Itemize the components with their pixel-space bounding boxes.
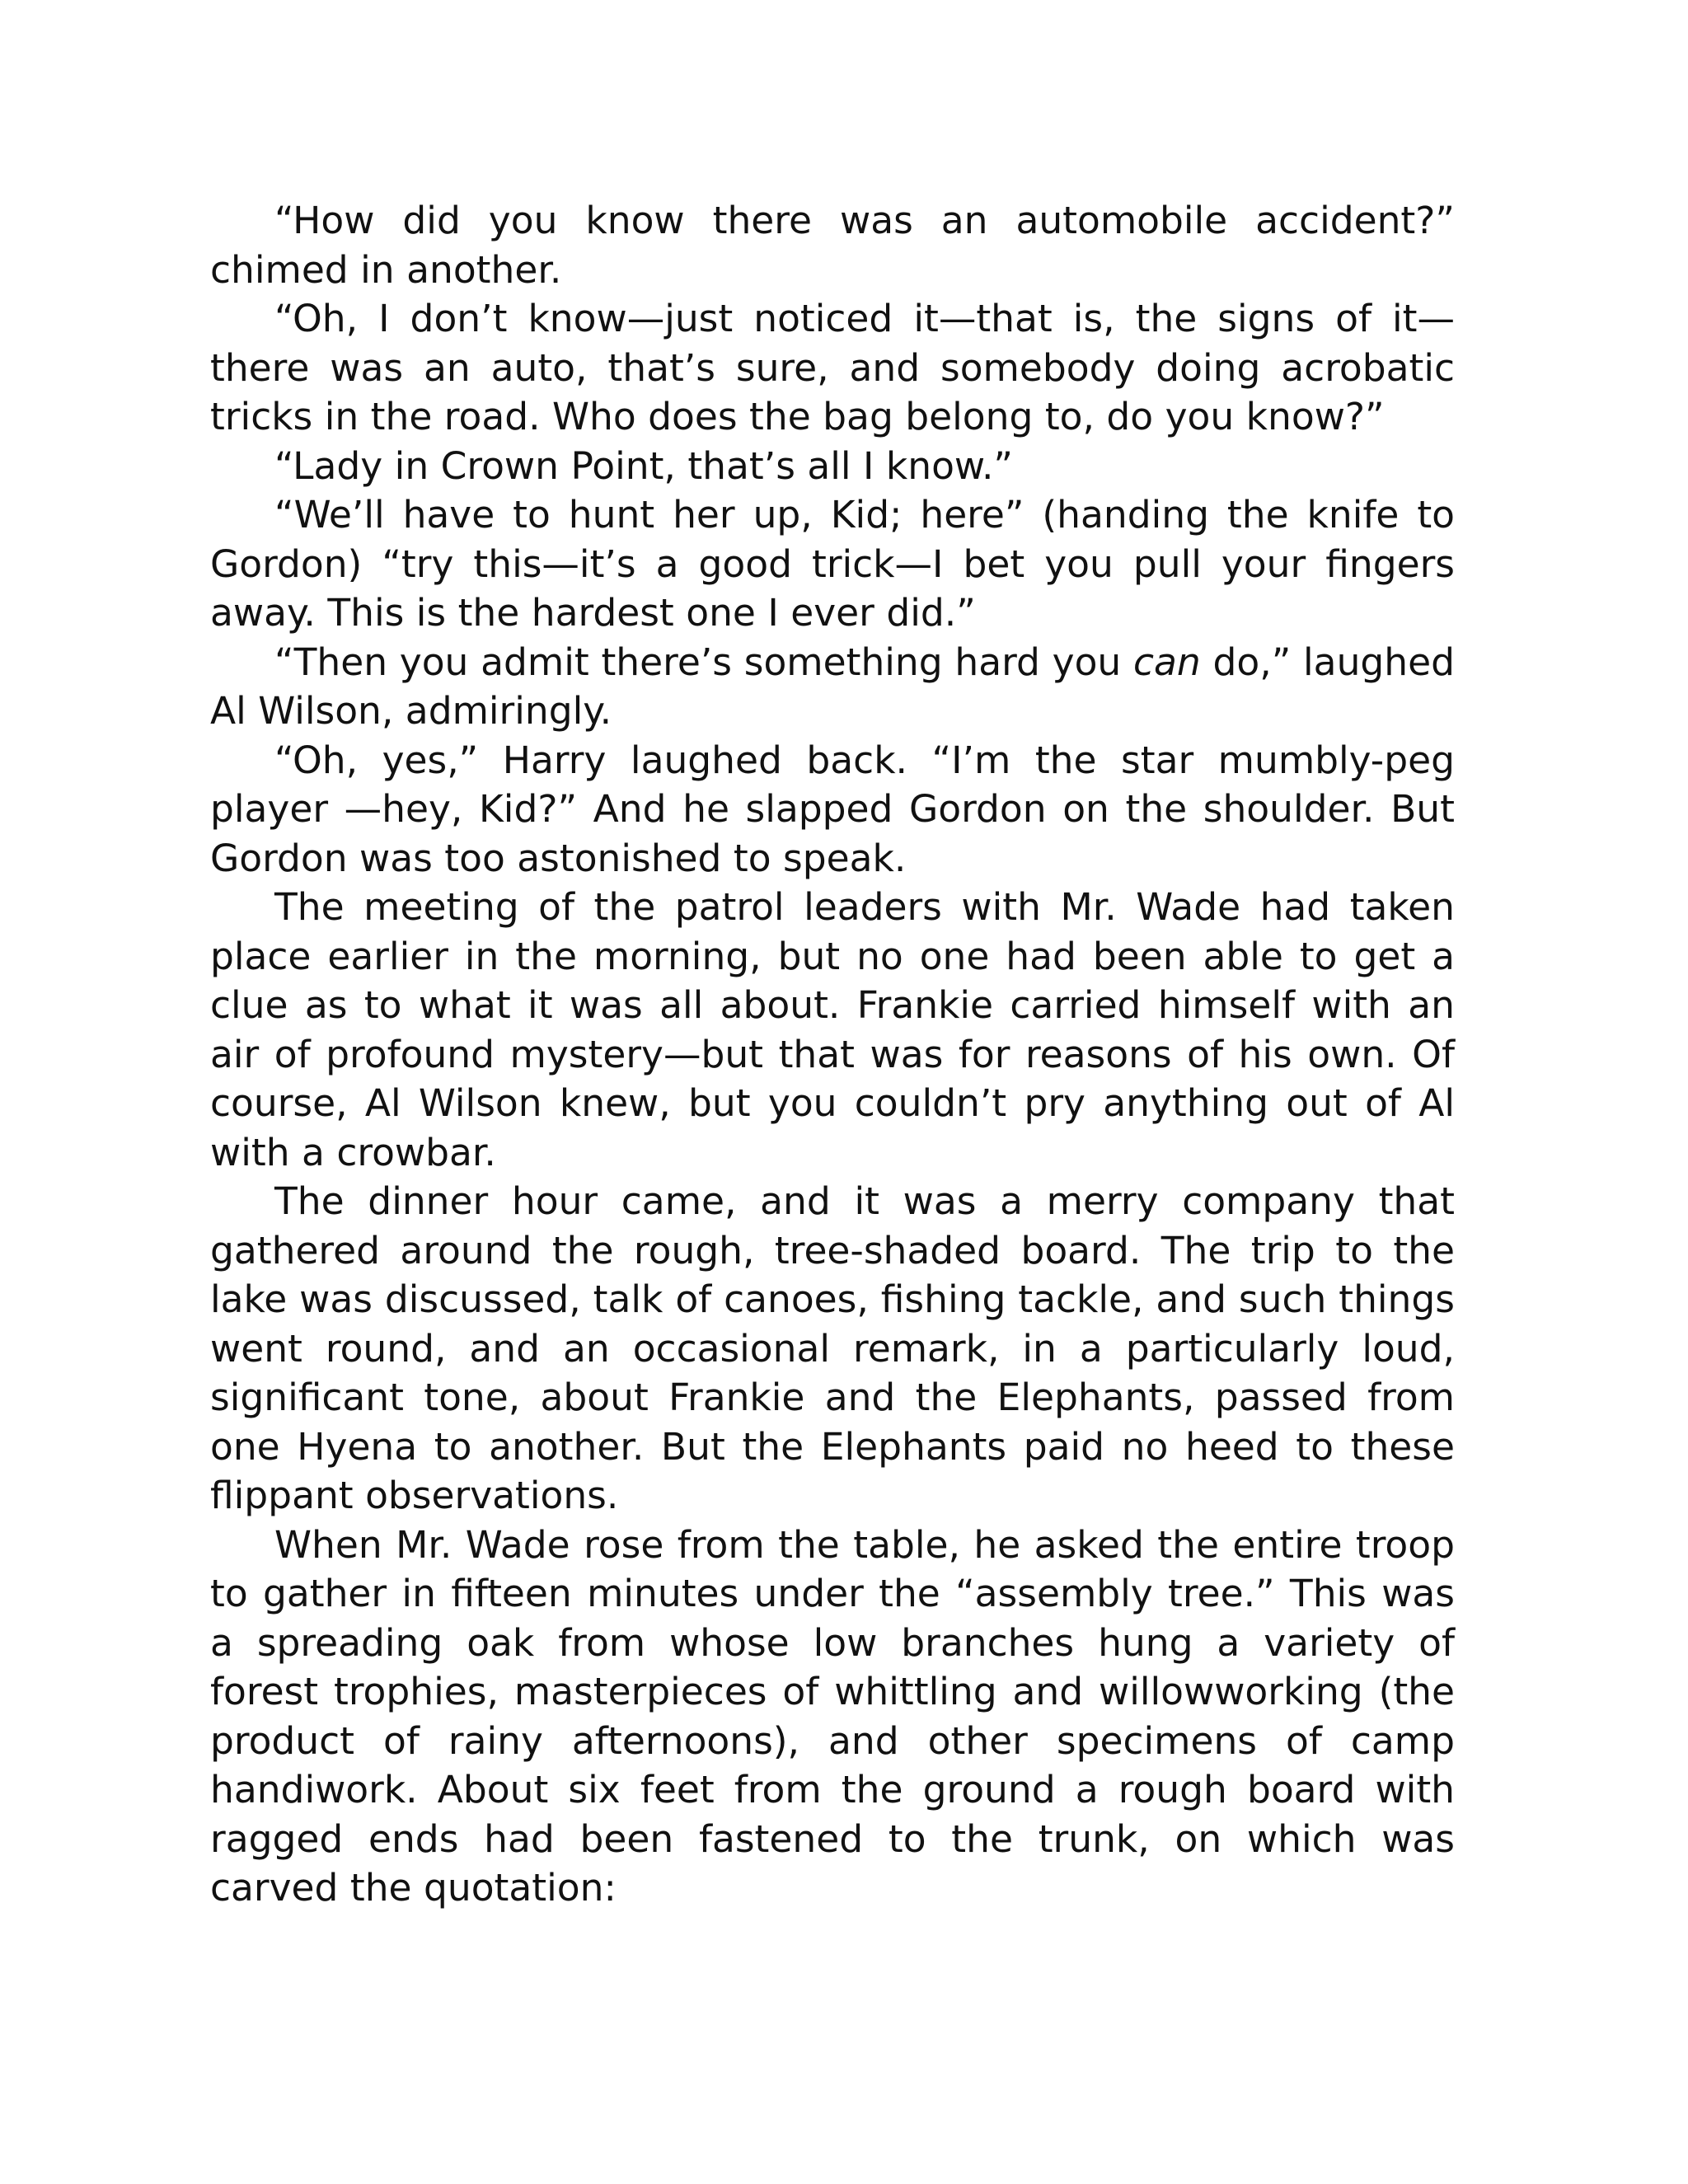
paragraph-5-end: do,” laughed Al Wilson, admiringly. — [210, 640, 1455, 733]
italic-word: can — [1133, 640, 1201, 684]
paragraph-1: “How did you know there was an automobile accident?” chimed in another. — [210, 199, 1455, 292]
paragraph-5-start: “Then you admit there’s something hard you — [274, 640, 1134, 684]
paragraph-7: The meeting of the patrol leaders with Mr. Wade had taken place earlier in the morning, but no one had been able to get a clue as to what it was all about. Frankie carried himself with an air of profound mystery—but that was for reasons of his own. Of course, Al Wilson knew, but you couldn’t pry anything out of Al with a crowbar. — [210, 885, 1455, 1174]
paragraph-6: “Oh, yes,” Harry laughed back. “I’m the star mumbly-peg player —hey, Kid?” And he slapped Gordon on the shoulder. But Gordon was too astonished to speak. — [210, 738, 1455, 880]
paragraph-5 — [210, 638, 1455, 736]
paragraph-3: “Lady in Crown Point, that’s all I know.” — [274, 443, 1013, 488]
paragraph-8: The dinner hour came, and it was a merry company that gathered around the rough, tree-shaded board. The trip to the lake was discussed, talk of canoes, fishing tackle, and such things went round, and an occasional remark, in a particularly loud, significant tone, about Frankie and the Elephants, passed from one Hyena to another. But the Elephants paid no heed to these flippant observations. — [210, 1179, 1455, 1517]
paragraph-2: “Oh, I don’t know—just noticed it—that is, the signs of it—there was an auto, that’s sure, and somebody doing acrobatic tricks in the road. Who does the bag belong to, do you know?” — [210, 297, 1455, 438]
paragraph-4: “We’ll have to hunt her up, Kid; here” (handing the knife to Gordon) “try this—it’s a good trick—I bet you pull your fingers away. This is the hardest one I ever did.” — [210, 493, 1455, 635]
page-body — [210, 196, 1455, 1913]
paragraph-9: When Mr. Wade rose from the table, he asked the entire troop to gather in fifteen minutes under the “assembly tree.” This was a spreading oak from whose low branches hung a variety of forest trophies, masterpieces of whittling and willowworking (the product of rainy afternoons), and other specimens of camp handiwork. About six feet from the ground a rough board with ragged ends had been fastened to the trunk, on which was carved the quotation: — [210, 1522, 1455, 1910]
